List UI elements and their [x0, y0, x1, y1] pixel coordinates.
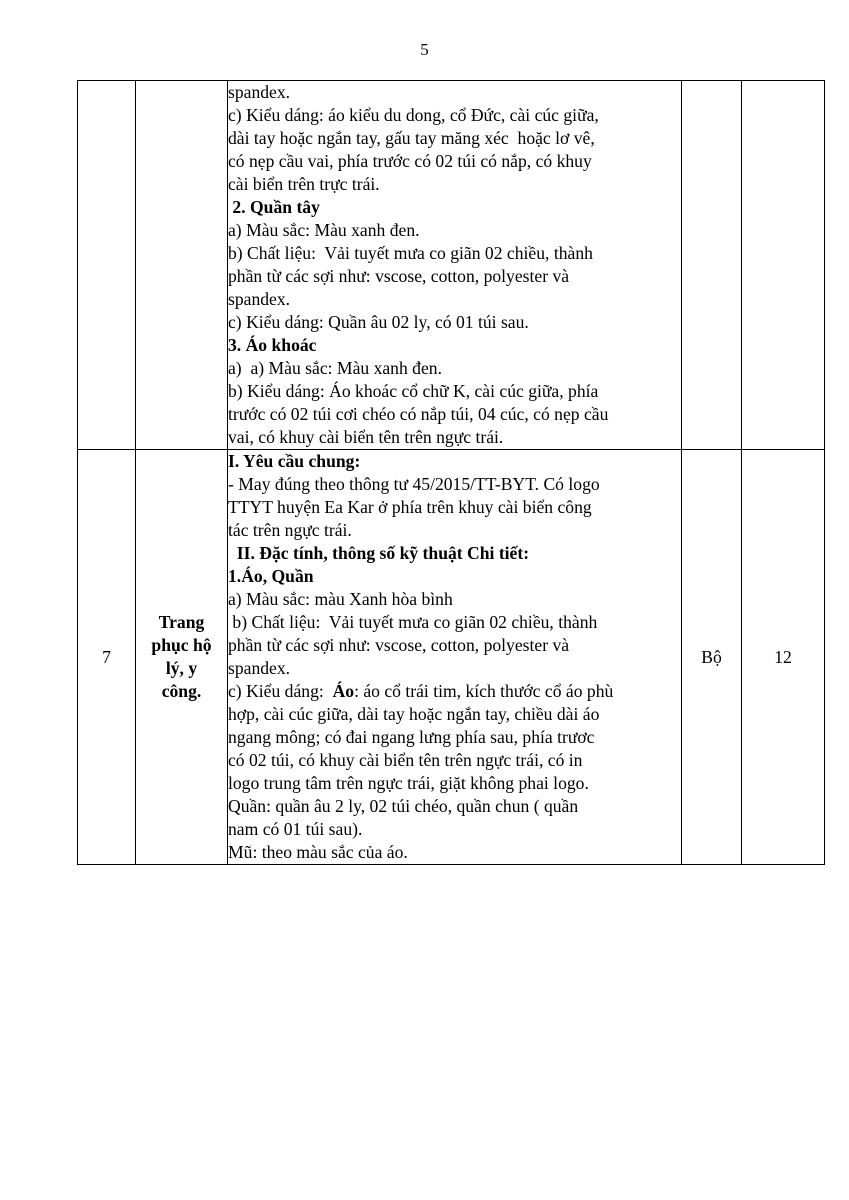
- description-line: phần từ các sợi như: vscose, cotton, polyester và: [228, 635, 570, 655]
- description-line: trước có 02 túi cơi chéo có nắp túi, 04 cúc, có nẹp cầu: [228, 404, 609, 424]
- description-line: - May đúng theo thông tư 45/2015/TT-BYT. Có logo: [228, 474, 600, 494]
- description-line: vai, có khuy cài biển tên trên ngực trái.: [228, 427, 504, 447]
- table-row: [78, 81, 825, 450]
- description-line: c) Kiểu dáng: Áo: áo cổ trái tim, kích thước cổ áo phù: [228, 681, 614, 701]
- description-line: phần từ các sợi như: vscose, cotton, polyester và: [228, 266, 570, 286]
- description-line: b) Chất liệu: Vải tuyết mưa co giãn 02 chiều, thành: [228, 243, 593, 263]
- description-line: có 02 túi, có khuy cài biển tên trên ngực trái, có in: [228, 750, 583, 770]
- unit-cell: Bộ: [682, 450, 742, 865]
- item-name-line: phục hộ: [151, 635, 212, 655]
- description-line: I. Yêu cầu chung:: [228, 451, 361, 471]
- description-line: Mũ: theo màu sắc của áo.: [228, 842, 408, 862]
- description-line: b) Kiểu dáng: Áo khoác cổ chữ K, cài cúc giữa, phía: [228, 381, 599, 401]
- description-line: II. Đặc tính, thông số kỹ thuật Chi tiết:: [228, 543, 530, 563]
- description-line: a) a) Màu sắc: Màu xanh đen.: [228, 358, 442, 378]
- description-line: nam có 01 túi sau).: [228, 819, 363, 839]
- description-line: hợp, cài cúc giữa, dài tay hoặc ngắn tay, chiều dài áo: [228, 704, 600, 724]
- specification-table: [77, 80, 825, 865]
- description-line: 1.Áo, Quần: [228, 566, 314, 586]
- description-line: TTYT huyện Ea Kar ở phía trên khuy cài biển công: [228, 497, 592, 517]
- description-line: c) Kiểu dáng: Quần âu 02 ly, có 01 túi sau.: [228, 312, 529, 332]
- item-name-line: công.: [161, 681, 202, 701]
- description-cell: [228, 450, 682, 865]
- description-line: tác trên ngực trái.: [228, 520, 352, 540]
- description-line: b) Chất liệu: Vải tuyết mưa co giãn 02 chiều, thành: [228, 612, 598, 632]
- bold-fragment: Áo: [332, 681, 355, 701]
- row-number-cell: 7: [78, 450, 136, 865]
- unit-cell: [682, 81, 742, 450]
- description-line: logo trung tâm trên ngực trái, giặt không phai logo.: [228, 773, 589, 793]
- description-line: a) Màu sắc: màu Xanh hòa bình: [228, 589, 453, 609]
- item-name-line: lý, y: [165, 658, 198, 678]
- page-number: 5: [420, 40, 429, 59]
- description-line: dài tay hoặc ngắn tay, gấu tay măng xéc hoặc lơ vê,: [228, 128, 595, 148]
- description-line: có nẹp cầu vai, phía trước có 02 túi có nắp, có khuy: [228, 151, 592, 171]
- item-name-cell: [136, 81, 228, 450]
- description-line: 2. Quần tây: [228, 197, 320, 217]
- table-row: [78, 450, 825, 865]
- description-cell: [228, 81, 682, 450]
- quantity-cell: [742, 81, 825, 450]
- description-line: Quần: quần âu 2 ly, 02 túi chéo, quần chun ( quần: [228, 796, 579, 816]
- description-line: a) Màu sắc: Màu xanh đen.: [228, 220, 420, 240]
- description-line: cài biển trên trực trái.: [228, 174, 380, 194]
- description-line: spandex.: [228, 658, 291, 678]
- item-name-line: Trang: [158, 612, 205, 632]
- description-line: 3. Áo khoác: [228, 335, 317, 355]
- row-number-cell: [78, 81, 136, 450]
- description-line: ngang mông; có đai ngang lưng phía sau, phía trươc: [228, 727, 595, 747]
- item-name-cell: [136, 450, 228, 865]
- description-line: spandex.: [228, 289, 291, 309]
- description-line: spandex.: [228, 82, 291, 102]
- description-line: c) Kiểu dáng: áo kiểu du dong, cổ Đức, cài cúc giữa,: [228, 105, 599, 125]
- quantity-cell: 12: [742, 450, 825, 865]
